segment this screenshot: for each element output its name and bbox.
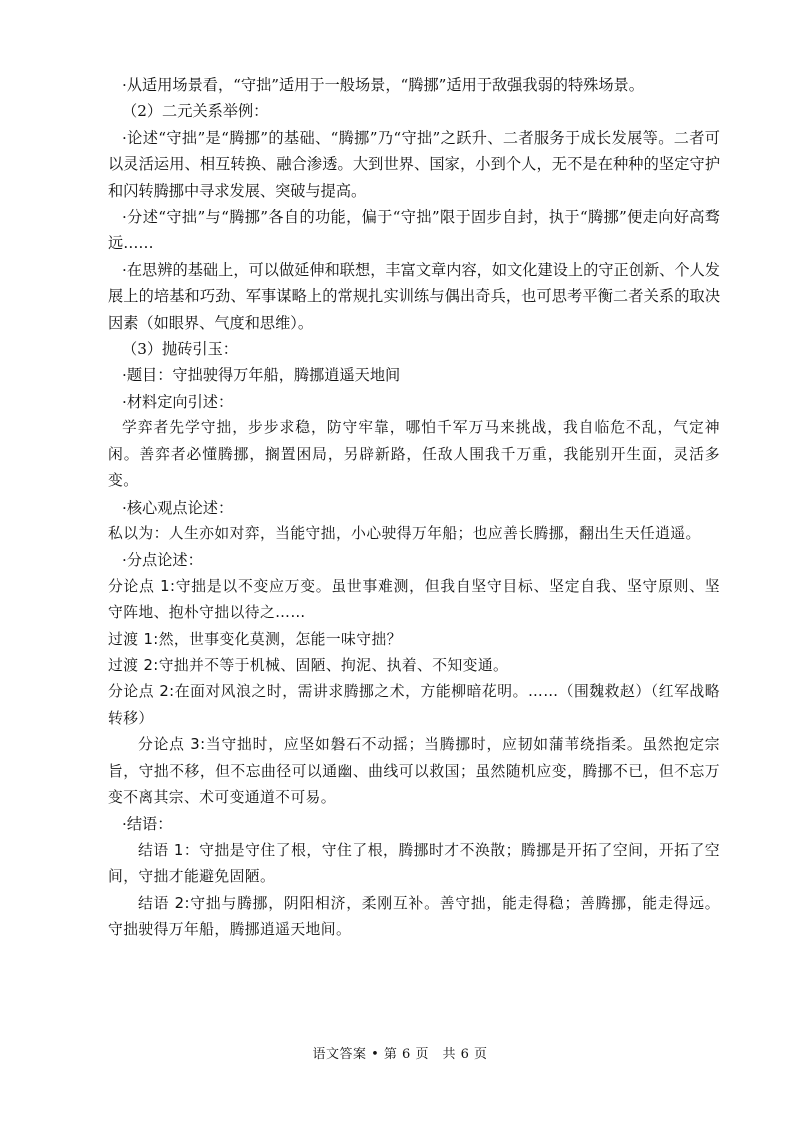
sub-point-3: 分论点 3:当守拙时，应坚如磐石不动摇；当腾挪时，应韧如蒲苇绕指柔。虽然抱定宗旨，守拙不移，但不忘曲径可以通幽、曲线可以救国；虽然随机应变，腾挪不已，但不忘万变不离其宗、术可变通道不可易。	[108, 736, 720, 806]
page-footer: 语文答案 • 第 6 页 共 6 页	[312, 1047, 488, 1062]
material-label: ·材料定向引述：	[122, 392, 234, 411]
scene-paragraph: ·从适用场景看，“守拙”适用于一般场景，“腾挪”适用于敌强我弱的特殊场景。	[122, 76, 644, 94]
material-text: 学弈者先学守拙，步步求稳，防守牢靠，哪怕千军万马来挑战，我自临危不乱，气定神闲。善弈者必懂腾挪，搁置困局，另辟新路，任敌人围我千万重，我能别开生面，灵活多变。	[108, 419, 720, 490]
conclusion-1: 结语 1：守拙是守住了根，守住了根，腾挪时才不涣散；腾挪是开拓了空间，开拓了空间，守拙才能避免固陋。	[108, 841, 720, 886]
sub-point-2: 分论点 2:在面对风浪之时，需讲求腾挪之术，方能柳暗花明。……（围魏救赵）（红军战略转移）	[108, 683, 720, 727]
core-view-label: ·核心观点论述：	[122, 498, 234, 517]
section-2-heading: （2）二元关系举例：	[122, 102, 269, 121]
relation-paragraph-2: ·分述“守拙”与“腾挪”各自的功能，偏于“守拙”限于固步自封，执于“腾挪”便走向好高骛远……	[108, 208, 720, 253]
conclusion-2: 结语 2:守拙与腾挪，阴阳相济，柔刚互补。善守拙，能走得稳；善腾挪，能走得远。守拙驶得万年船，腾挪逍遥天地间。	[108, 894, 720, 938]
transition-1: 过渡 1:然，世事变化莫测，怎能一味守拙？	[108, 630, 402, 648]
points-label: ·分点论述：	[122, 551, 203, 570]
transition-2: 过渡 2:守拙并不等于机械、固陋、拘泥、执着、不知变通。	[108, 656, 509, 674]
core-view-text: 私以为：人生亦如对弈，当能守拙，小心驶得万年船；也应善长腾挪，翻出生天任逍遥。	[108, 524, 701, 542]
relation-paragraph-1: ·论述“守拙”是“腾挪”的基础、“腾挪”乃“守拙”之跃升、二者服务于成长发展等。二者可以灵活运用、相互转换、融合渗透。大到世界、国家，小到个人，无不是在种种的坚定守护和闪转腾挪中寻求发展、突破与提高。	[108, 128, 720, 200]
relation-paragraph-3: ·在思辨的基础上，可以做延伸和联想，丰富文章内容，如文化建设上的守正创新、个人发展上的培基和巧劲、军事谋略上的常规扎实训练与偶出奇兵，也可思考平衡二者关系的取决因素（如眼界、气度和思维）。	[108, 260, 720, 332]
section-3-heading: （3）抛砖引玉：	[122, 340, 238, 359]
answer-content	[108, 72, 720, 943]
conclusion-label: ·结语：	[122, 815, 173, 834]
sub-point-1: 分论点 1:守拙是以不变应万变。虽世事难测，但我自坚守目标、坚定自我、坚守原则、坚守阵地、抱朴守拙以待之……	[108, 577, 720, 622]
essay-title-line: ·题目：守拙驶得万年船，腾挪逍遥天地间	[122, 366, 401, 385]
